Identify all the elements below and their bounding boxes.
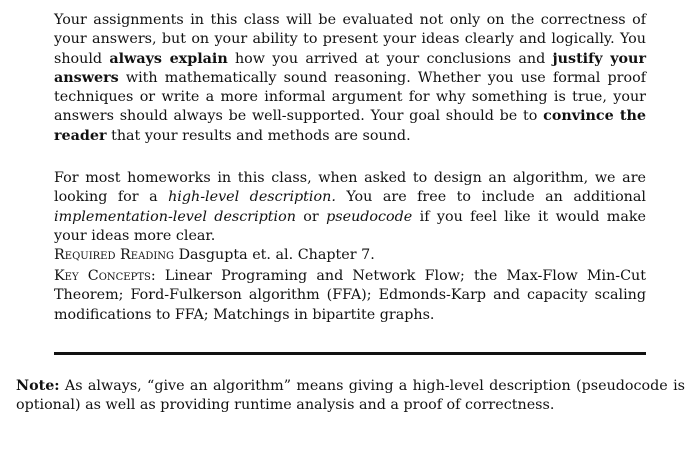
text-run: For most homeworks in this class, when asked to design an algorithm, we are looking for a xyxy=(54,170,646,206)
italic-pseudocode: pseudocode xyxy=(326,208,413,225)
text-run: if you feel like it would make your ideas more clear. xyxy=(54,208,646,244)
horizontal-divider xyxy=(54,352,646,355)
homework-paragraph xyxy=(54,169,646,265)
text-run: how you arrived at your conclusions and xyxy=(227,50,553,67)
bold-phrase-always-explain: always explain xyxy=(109,50,228,67)
italic-implementation-level-description: implementation-level description xyxy=(54,208,296,225)
text-run: or xyxy=(295,208,327,225)
text-run: Your assignments in this class will be evaluated not only on the correctness of your answers, but on your ability to present your ideas clearly and logically. You should xyxy=(54,12,646,67)
italic-high-level-description: high-level description. xyxy=(168,189,336,206)
bold-phrase-convince-reader: convince the reader xyxy=(54,108,646,144)
note-paragraph xyxy=(16,377,685,416)
text-run: You are free to include an additional xyxy=(335,189,646,206)
note-text: As always, “give an algorithm” means giving a high-level description (pseudocode is optional) as well as providing runtime analysis and a proof of correctness. xyxy=(16,378,685,414)
key-concepts-paragraph xyxy=(54,267,646,325)
note-label: Note: xyxy=(16,378,60,394)
key-concepts-text: Linear Programing and Network Flow; the Max-Flow Min-Cut Theorem; Ford-Fulkerson algorithm (FFA); Edmonds-Karp and capacity scaling modifications to FFA; Matchings in bipartite graphs. xyxy=(54,268,647,323)
key-concepts-label: Key Concepts: xyxy=(54,268,156,284)
evaluation-paragraph xyxy=(54,11,646,146)
text-run: that your results and methods are sound. xyxy=(106,127,411,144)
bold-phrase-justify-answers: justify your answers xyxy=(54,50,646,86)
required-reading-text: Dasgupta et. al. Chapter 7. xyxy=(174,247,375,264)
text-run: with mathematically sound reasoning. Whether you use formal proof techniques or write a more informal argument for why something is true, your answers should always be well-supported. Your goal should be to xyxy=(54,69,646,125)
required-reading-label: Required Reading xyxy=(54,247,175,264)
